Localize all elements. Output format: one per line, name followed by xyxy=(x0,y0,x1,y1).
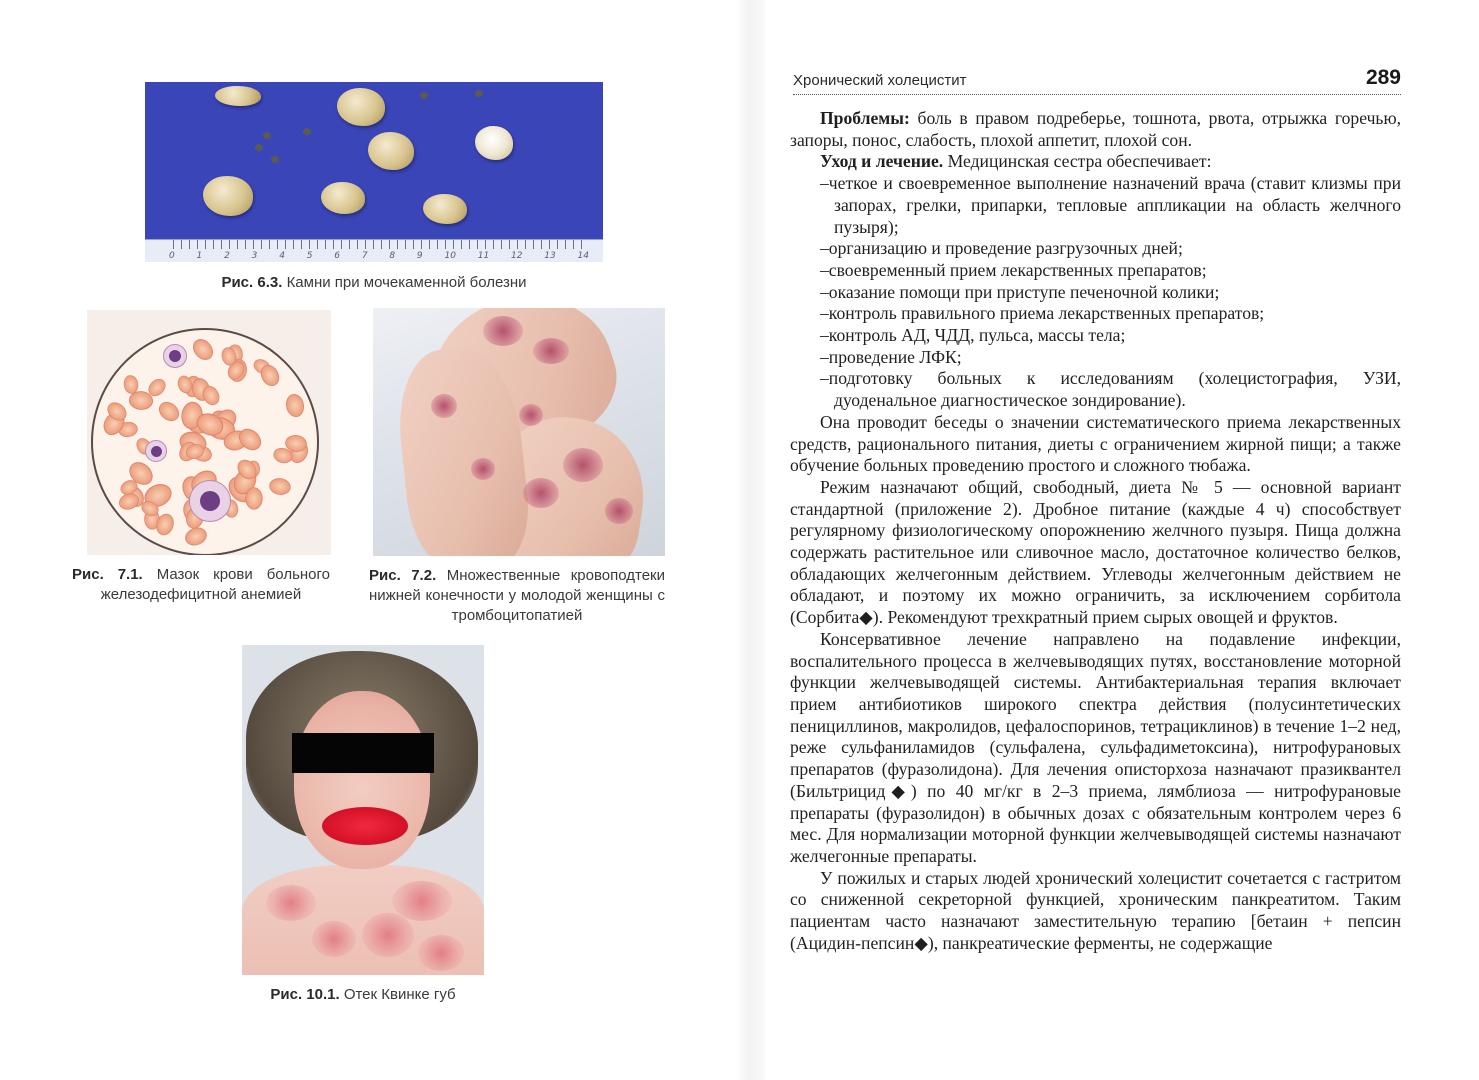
red-blood-cell xyxy=(235,424,266,454)
ruler-number: 14 xyxy=(577,251,589,261)
ruler-number: 4 xyxy=(279,251,285,261)
list-item: – проведение ЛФК; xyxy=(790,347,1401,369)
page-number: 289 xyxy=(1365,66,1401,89)
ruler-number: 8 xyxy=(389,251,396,261)
paragraph-conservative: Консервативное лечение направлено на подавление инфекции, воспалительного процесса в желчевыводящих путях, восстановление моторной функции желчевыводящей системы. Антибактериальная терапия включает прием антибиотиков широкого спектра действия (полусинтетических пенициллинов, макролидов, цефалоспоринов, тетрациклинов) в течение 1–2 нед, реже сульфаниламидов (сульфалена, сульфадиметоксина), нитрофурановых препаратов (фуразолидона). Для лечения описторхоза назначают празиквантел (Бильтрицид◆) по 40 мг/кг в 2–3 приема, лямблиоза — нитрофурановые препараты (фуразолидон) в обычных дозах с обязательным контролем через 6 мес. Для нормализации моторной функции желчевыводящей системы назначают желчегонные препараты. xyxy=(790,628,1401,866)
ruler-number: 7 xyxy=(361,251,368,261)
list-item: – контроль правильного приема лекарственных препаратов; xyxy=(790,303,1401,325)
red-blood-cell xyxy=(189,335,217,364)
ruler-number: 11 xyxy=(477,251,490,261)
red-blood-cell xyxy=(269,477,293,497)
paragraph-talks: Она проводит беседы о значении систематического приема лекарственных средств, рационального питания, диеты с ограничением жирной пищи; а также обучение больных проведению простого и сложного тюбажа. xyxy=(790,411,1401,476)
list-item: – организацию и проведение разгрузочных дней; xyxy=(790,238,1401,260)
figure-number: Рис. 7.1. xyxy=(72,566,143,583)
list-item: – оказание помощи при приступе печеночной колики; xyxy=(790,282,1401,304)
figure-number: Рис. 6.3. xyxy=(221,274,283,291)
white-blood-cell xyxy=(145,440,167,462)
care-list xyxy=(790,173,1401,412)
book-gutter xyxy=(735,0,765,1080)
microscope-field xyxy=(91,328,319,555)
ruler-number: 0 xyxy=(169,251,175,261)
running-title: Хронический холецистит xyxy=(793,72,967,89)
ruler-number: 1 xyxy=(196,251,203,261)
ruler-number: 6 xyxy=(334,251,341,261)
red-blood-cell xyxy=(245,488,262,510)
kidney-stones-photo xyxy=(145,82,603,262)
running-header xyxy=(793,68,1401,95)
figure-caption-text: Отек Квинке губ xyxy=(343,986,456,1003)
red-blood-cell xyxy=(182,525,209,549)
ruler xyxy=(145,239,603,262)
paragraph-regime: Режим назначают общий, свободный, диета № 5 — основной вариант стандартной (приложение 2). Дробное питание (каждые 4 ч) способствует регулярному физиологическому опорожнению желчного пузыря. Пища должна содержать растительное или сливочное масло, достаточное количество белков, обладающих желчегонным действием. Углеводы желчегонным действием не обладают, и поэтому их можно ограничить, за исключением сорбитола (Сорбита◆). Рекомендуют трехкратный прием сырых овощей и фруктов. xyxy=(790,476,1401,628)
privacy-bar xyxy=(292,733,434,773)
figure-caption-text: Камни при мочекаменной болезни xyxy=(286,274,527,291)
angioedema-child-photo xyxy=(242,645,484,975)
body-text xyxy=(790,108,1401,954)
figure-number: Рис. 10.1. xyxy=(270,986,340,1003)
white-blood-cell xyxy=(189,480,231,522)
figure-caption-7-1 xyxy=(72,565,330,605)
ruler-number: 5 xyxy=(306,251,313,261)
figure-number: Рис. 7.2. xyxy=(369,567,437,584)
list-item: – подготовку больных к исследованиям (холецистография, УЗИ, дуоденальное диагностическое зондирование). xyxy=(790,368,1401,411)
ruler-number: 12 xyxy=(511,251,523,261)
ruler-number: 2 xyxy=(224,251,230,261)
figure-caption-10-1 xyxy=(242,985,484,1005)
red-blood-cell xyxy=(155,398,183,425)
list-item: – своевременный прием лекарственных препаратов; xyxy=(790,260,1401,282)
paragraph-care: Уход и лечение. Медицинская сестра обеспечивает: xyxy=(820,151,1212,172)
figure-caption-text: Мазок крови больного железодефицитной анемией xyxy=(100,566,330,603)
paragraph-elderly: У пожилых и старых людей хронический холецистит сочетается с гастритом со сниженной секреторной функцией, хроническим панкреатитом. Таким пациентам часто назначают заместительную терапию [бетаин + пепсин (Ацидин-пепсин◆), панкреатические ферменты, не содержащие xyxy=(790,867,1401,953)
paragraph-problems: Проблемы: боль в правом подреберье, тошнота, рвота, отрыжка горечью, запоры, понос, слабость, плохой аппетит, плохой сон. xyxy=(790,108,1401,150)
ruler-number: 9 xyxy=(416,251,423,261)
figure-caption-text: Множественные кровоподтеки нижней конечности у молодой женщины с тромбоцитопатией xyxy=(369,567,665,624)
list-item: – контроль АД, ЧДД, пульса, массы тела; xyxy=(790,325,1401,347)
bruised-leg-photo xyxy=(373,308,665,556)
ruler-number: 13 xyxy=(544,251,556,261)
white-blood-cell xyxy=(163,344,187,368)
blood-smear-illustration xyxy=(87,310,331,555)
ruler-number: 10 xyxy=(444,251,456,261)
red-blood-cell xyxy=(284,392,306,418)
swollen-lips xyxy=(322,807,408,845)
list-item: – четкое и своевременное выполнение назначений врача (ставит клизмы при запорах, грелки, припарки, тепловые аппликации на область желчного пузыря); xyxy=(790,173,1401,238)
figure-caption-7-2 xyxy=(369,566,665,626)
ruler-number: 3 xyxy=(251,251,258,261)
figure-caption-6-3 xyxy=(145,273,603,293)
